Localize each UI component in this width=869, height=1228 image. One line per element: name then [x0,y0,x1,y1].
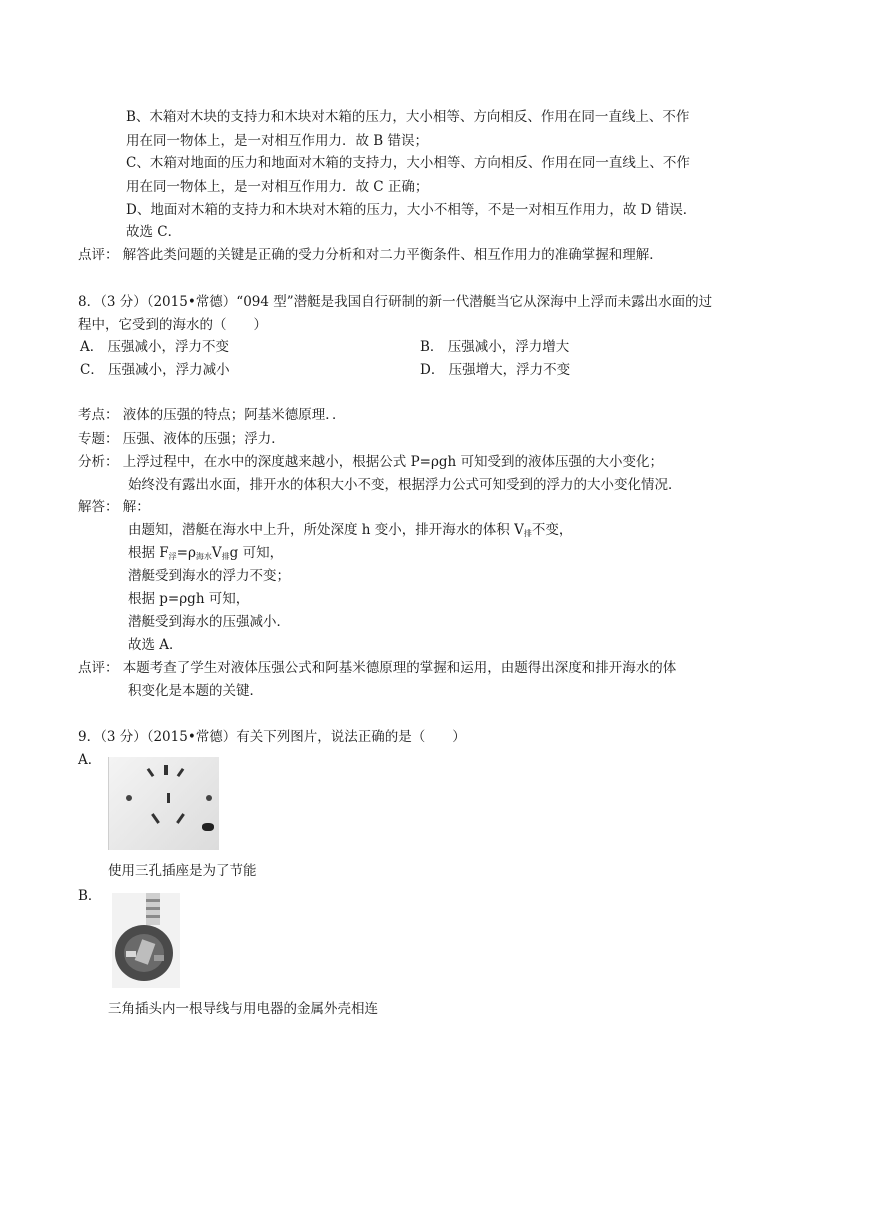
q8-step2-c: V [211,545,222,561]
q8-answer: 故选 A． [128,637,183,653]
q8-solution-step2 [128,544,283,562]
socket-screw-left [126,795,132,801]
q8-kaodian: 考点： 液体的压强的特点；阿基米德原理．． [78,407,346,423]
socket-hole-mid [167,793,170,803]
q9-option-a-caption: 使用三孔插座是为了节能 [108,863,257,879]
prev-option-d-line: D、地面对木箱的支持力和木块对木箱的压力，大小不相等，不是一对相互作用力，故 D 错误． [126,202,697,218]
q8-stem-line1: 8．（3 分）（2015•常德）“094 型”潜艇是我国自行研制的新一代潜艇当它从深海中上浮而未露出水面的过 [78,294,713,310]
socket-hole-low-right [176,813,185,824]
prev-option-b-line1: B、木箱对木块的支持力和木块对木箱的压力，大小相等、方向相反、作用在同一直线上、不作 [126,109,690,125]
q8-step2-sub3: 排 [221,552,230,561]
q8-step1-tail: 不变， [531,522,573,538]
socket-hole-left [147,768,155,777]
q8-step2-a: 根据 F [128,545,169,561]
prev-option-b-line2: 用在同一物体上，是一对相互作用力．故 B 错误； [126,133,429,149]
q8-step2-sub2: 海水 [195,552,212,561]
q8-step2-sub1: 浮 [168,552,177,561]
prev-option-c-line2: 用在同一物体上，是一对相互作用力．故 C 正确； [126,179,429,195]
prev-option-c-line1: C、木箱对地面的压力和地面对木箱的支持力，大小相等、方向相反、作用在同一直线上、不作 [126,155,690,171]
q8-fenxi-line1: 分析： 上浮过程中，在水中的深度越来越小，根据公式 P=ρgh 可知受到的液体压强的大小变化； [78,454,664,470]
q8-option-c: C． 压强减小，浮力减小 [80,362,230,378]
q8-solution-step5: 潜艇受到海水的压强减小． [128,614,290,630]
q8-fenxi-line2: 始终没有露出水面，排开水的体积大小不变，根据浮力公式可知受到的浮力的大小变化情况． [128,477,682,493]
q8-jieda: 解答： 解： [78,499,150,515]
socket-hole-low-left [151,813,160,824]
q8-step1-sub: 排 [523,529,532,538]
q9-stem: 9．（3 分）（2015•常德）有关下列图片，说法正确的是（ ） [78,729,466,745]
q9-option-a-label: A． [78,752,102,768]
q8-step2-d: g 可知， [229,545,284,561]
three-hole-socket-photo [108,757,219,850]
q8-comment-line2: 积变化是本题的关键． [128,683,263,699]
prev-comment: 点评： 解答此类问题的关键是正确的受力分析和对二力平衡条件、相互作用力的准确掌握和理解． [78,247,663,263]
q9-option-b-label: B． [78,888,102,904]
q8-option-d: D． 压强增大，浮力不变 [420,362,571,378]
q8-option-a: A． 压强减小，浮力不变 [80,339,230,355]
socket-hole-right [177,768,185,777]
q8-comment-line1: 点评： 本题考查了学生对液体压强公式和阿基米德原理的掌握和运用，由题得出深度和排开海水的体 [78,660,677,676]
q8-zhuanti: 专题： 压强、液体的压强；浮力． [78,431,285,447]
socket-indicator [202,823,214,831]
q8-solution-step4: 根据 p=ρgh 可知， [128,591,250,607]
q8-option-b: B． 压强减小，浮力增大 [420,339,570,355]
q8-step2-b: =ρ [176,545,196,561]
q9-option-b-caption: 三角插头内一根导线与用电器的金属外壳相连 [108,1001,378,1017]
q8-step1-text: 由题知，潜艇在海水中上升，所处深度 h 变小，排开海水的体积 V [128,522,524,538]
plug-cutaway-photo [112,893,180,988]
prev-answer: 故选 C． [126,224,182,240]
q8-solution-step1 [128,521,572,539]
socket-screw-right [206,795,212,801]
q8-solution-step3: 潜艇受到海水的浮力不变； [128,568,290,584]
q8-stem-line2: 程中，它受到的海水的（ ） [78,317,267,333]
socket-hole-top [164,765,168,775]
